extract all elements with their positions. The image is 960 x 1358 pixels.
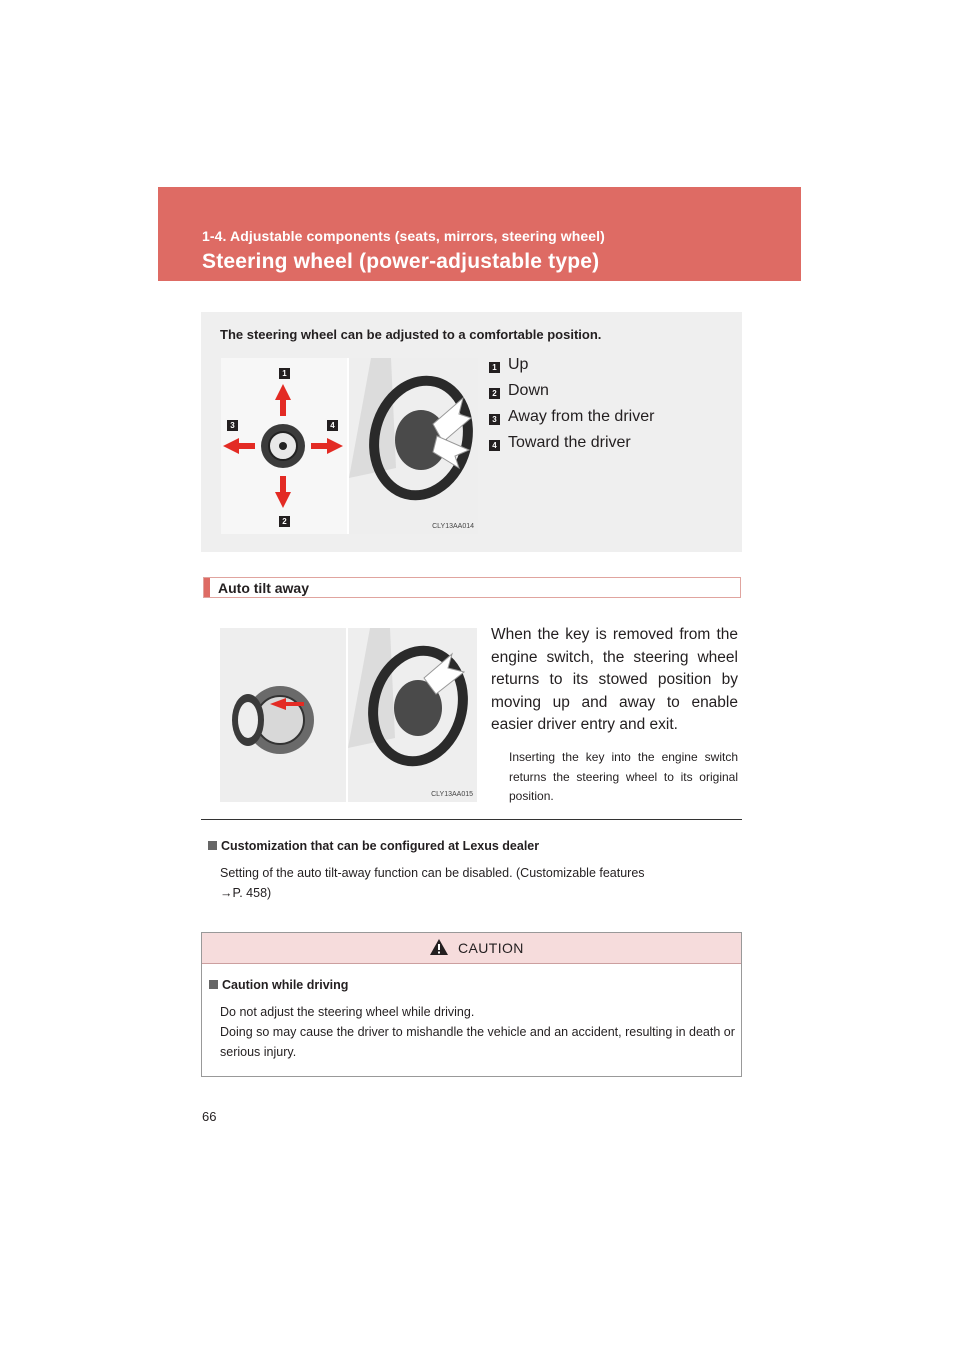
list-number: 2 [489, 388, 500, 399]
caution-line: Do not adjust the steering wheel while driving. [220, 1005, 475, 1019]
heading-accent-bar [204, 578, 210, 597]
chapter-header [158, 187, 801, 281]
list-label: Away from the driver [508, 408, 655, 425]
customization-line: →P. 458) [220, 885, 272, 900]
auto-tilt-note: Inserting the key into the engine switch returns the steering wheel to its original position. [509, 750, 738, 803]
steering-adjust-drawing [221, 358, 478, 534]
caution-box [201, 932, 742, 1077]
auto-tilt-drawing [220, 628, 477, 802]
section-divider [201, 819, 742, 820]
list-label: Up [508, 356, 529, 373]
callout-1: 1 [279, 368, 290, 379]
steering-adjust-illustration [221, 358, 478, 534]
subsection-heading [203, 577, 741, 598]
list-number: 1 [489, 362, 500, 373]
intro-box [201, 312, 742, 552]
list-number: 4 [489, 440, 500, 451]
customization-title: Customization that can be configured at Lexus dealer [221, 839, 540, 853]
bullet-square-icon [209, 980, 218, 989]
page-title: Steering wheel (power-adjustable type) [202, 250, 600, 273]
customization-body [220, 864, 645, 903]
auto-tilt-illustration [220, 628, 477, 802]
list-label: Down [508, 382, 549, 399]
warning-triangle-icon [429, 938, 449, 956]
subsection-title: Auto tilt away [218, 580, 310, 596]
list-label: Toward the driver [508, 434, 631, 451]
caution-subheading [209, 978, 348, 992]
callout-4: 4 [327, 420, 338, 431]
auto-tilt-description: When the key is removed from the engine switch, the steering wheel returns to its stowed position by moving up and away to enable easier driver entry and exit. [491, 626, 738, 733]
callout-3: 3 [227, 420, 238, 431]
caution-subheading-text: Caution while driving [222, 978, 349, 992]
figure-code: CLY13AA015 [431, 791, 473, 798]
caution-line: Doing so may cause the driver to mishandle the vehicle and an accident, resulting in death or serious injury. [220, 1025, 735, 1059]
list-number: 3 [489, 414, 500, 425]
section-path: 1-4. Adjustable components (seats, mirrors, steering wheel) [202, 228, 605, 244]
callout-2: 2 [279, 516, 290, 527]
customization-line: Setting of the auto tilt-away function can be disabled. (Customizable features [220, 866, 645, 880]
customization-heading [208, 839, 539, 853]
caution-title: CAUTION [458, 940, 524, 956]
intro-text: The steering wheel can be adjusted to a comfortable position. [220, 327, 602, 342]
page-number: 66 [202, 1109, 217, 1124]
bullet-square-icon [208, 841, 217, 850]
caution-body [220, 1002, 740, 1062]
figure-code: CLY13AA014 [432, 523, 474, 530]
caution-header [202, 933, 741, 964]
